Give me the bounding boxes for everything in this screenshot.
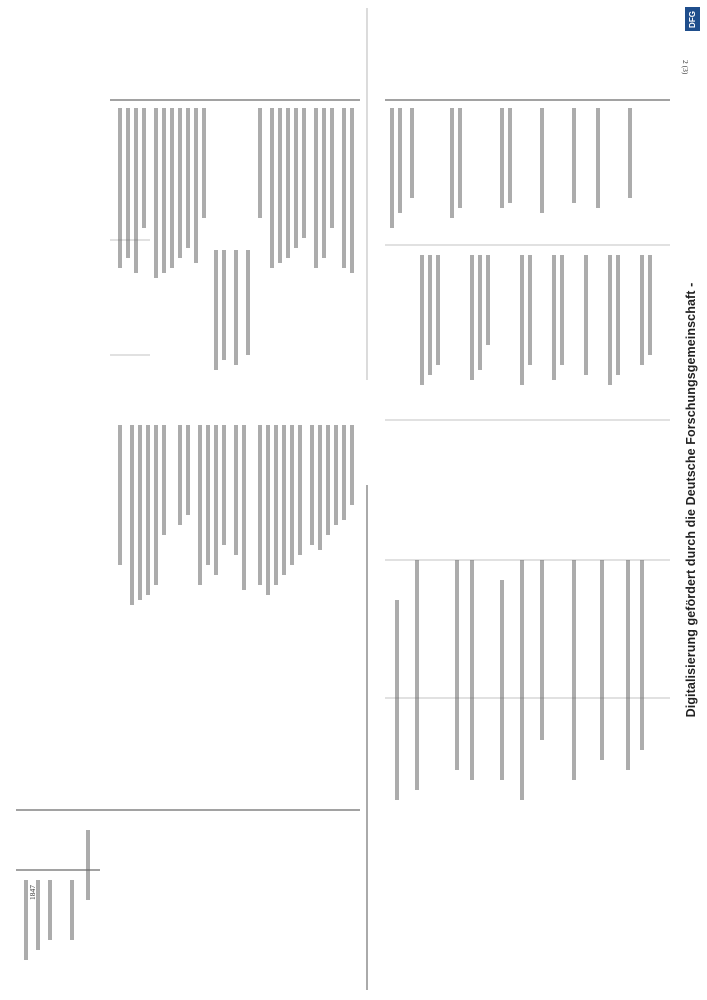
dfg-logo-icon xyxy=(685,7,700,31)
year: 1847 xyxy=(28,885,37,900)
watermark-strip xyxy=(676,0,707,1000)
dfg-logo-text: DFG xyxy=(688,10,698,28)
page-number: 2 (3) xyxy=(681,60,690,75)
watermark-text: Digitalisierung gefördert durch die Deutsche Forschungsgemeinschaft - xyxy=(684,282,698,718)
